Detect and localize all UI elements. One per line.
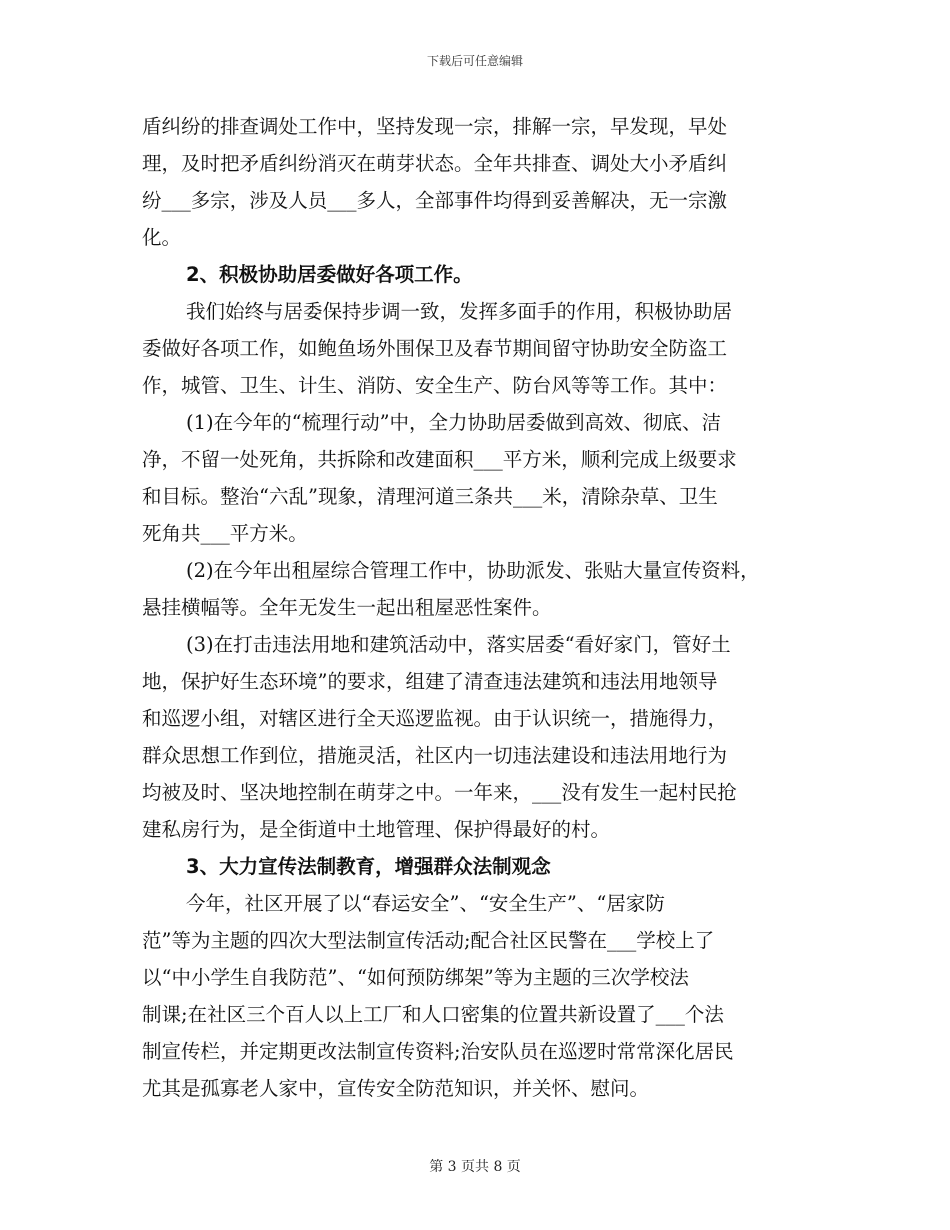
section-heading: 2、积极协助居委做好各项工作。 [186,263,473,286]
body-line: 盾纠纷的排查调处工作中，坚持发现一宗，排解一宗，早发现，早处 [142,115,728,138]
body-line: 和目标。整治“六乱”现象，清理河道三条共___米，清除杂草、卫生 [142,485,718,508]
page-number: 第 3 页共 8 页 [429,1159,521,1175]
body-line: 纷___多宗，涉及人员___多人，全部事件均得到妥善解决，无一宗激 [142,189,728,212]
body-line: 死角共___平方米。 [142,522,308,545]
body-line: 制课;在社区三个百人以上工厂和人口密集的位置共新设置了___个法 [142,1003,724,1026]
list-item-start: (2)在今年出租屋综合管理工作中，协助派发、张贴大量宣传资料， [186,559,760,582]
body-line: 群众思想工作到位，措施灵活，社区内一切违法建设和违法用地行为 [142,744,728,767]
body-line: 作，城管、卫生、计生、消防、安全生产、防台风等等工作。其中： [142,374,728,397]
body-line: 理，及时把矛盾纠纷消灭在萌芽状态。全年共排查、调处大小矛盾纠 [142,152,728,175]
body-line: 净，不留一处死角，共拆除和改建面积___平方米，顺利完成上级要求 [142,448,737,471]
body-line: 制宣传栏，并定期更改法制宣传资料;治安队员在巡逻时常常深化居民 [142,1040,734,1063]
body-line: 均被及时、坚决地控制在萌芽之中。一年来，___没有发生一起村民抢 [142,781,737,804]
list-item-start: (3)在打击违法用地和建筑活动中，落实居委“看好家门，管好土 [186,633,731,656]
body-line: 化。 [142,226,182,249]
body-line: 以“中小学生自我防范”、“如何预防绑架”等为主题的三次学校法 [142,966,689,989]
body-line: 委做好各项工作，如鲍鱼场外围保卫及春节期间留守协助安全防盗工 [142,337,728,360]
body-line: 悬挂横幅等。全年无发生一起出租屋恶性案件。 [142,596,552,619]
body-line: 尤其是孤寡老人家中，宣传安全防范知识，并关怀、慰问。 [142,1077,650,1100]
section-heading: 3、大力宣传法制教育，增强群众法制观念 [186,855,551,878]
paragraph-start: 今年，社区开展了以“春运安全”、“安全生产”、“居家防 [186,892,665,915]
body-line: 和巡逻小组，对辖区进行全天巡逻监视。由于认识统一，措施得力， [142,707,728,730]
page-header: 下载后可任意编辑 [426,54,523,68]
body-line: 建私房行为，是全街道中土地管理、保护得最好的村。 [142,818,611,841]
paragraph-start: 我们始终与居委保持步调一致，发挥多面手的作用，积极协助居 [186,300,733,323]
body-line: 地，保护好生态环境”的要求，组建了清查违法建筑和违法用地领导 [142,670,718,693]
body-line: 范”等为主题的四次大型法制宣传活动;配合社区民警在___学校上了 [142,929,715,952]
document-body [142,108,810,1107]
list-item-start: (1)在今年的“梳理行动”中，全力协助居委做到高效、彻底、洁 [186,411,722,434]
